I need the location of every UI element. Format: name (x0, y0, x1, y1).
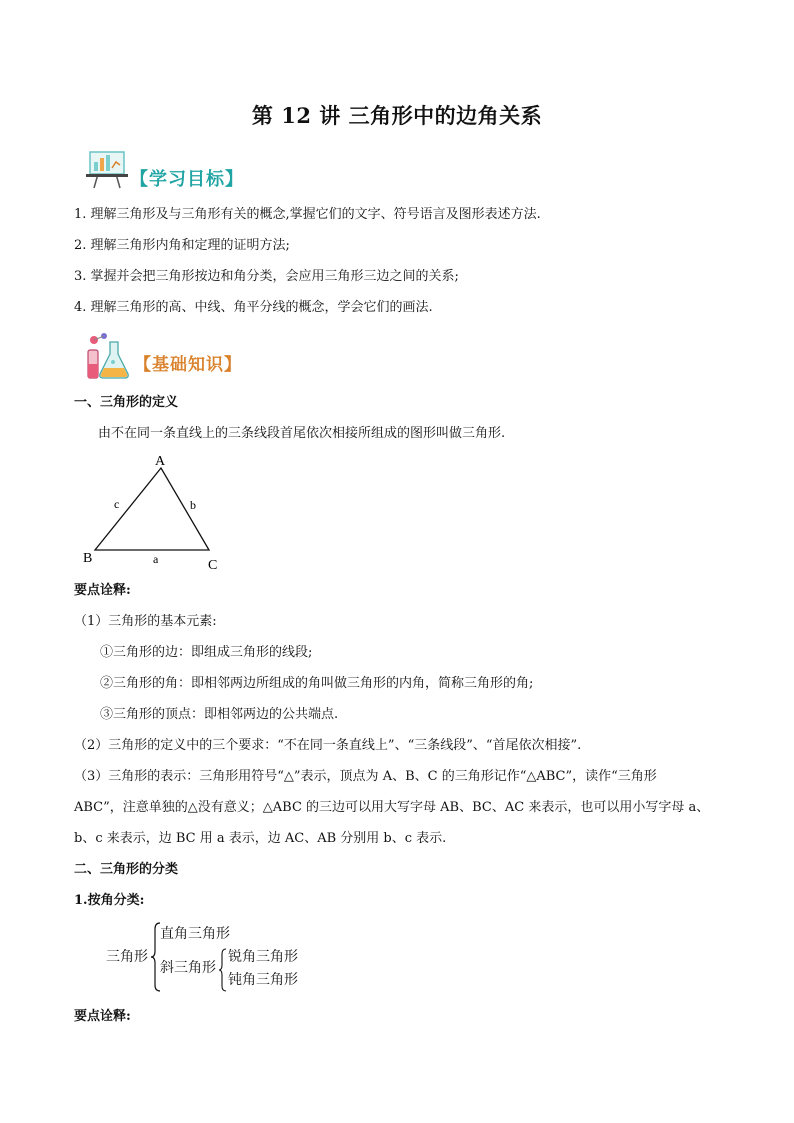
basics-banner: 【基础知识】 (134, 355, 242, 375)
notes-heading: 要点诠释: (74, 1009, 131, 1024)
page-title: 第 12 讲 三角形中的边角关系 (251, 103, 543, 128)
class-root: 三角形 (106, 949, 148, 965)
vertex-c-label: C (208, 558, 218, 573)
note-line: ①三角形的边：即组成三角形的线段; (100, 645, 313, 660)
side-c-label: c (114, 497, 120, 511)
class-acute: 锐角三角形 (228, 949, 298, 965)
presentation-board-icon (84, 148, 132, 190)
goal-item: 1. 理解三角形及与三角形有关的概念,掌握它们的文字、符号语言及图形表述方法. (74, 207, 541, 222)
note-line: （3）三角形的表示：三角形用符号“△”表示，顶点为 A、B、C 的三角形记作“△ABC”，读作“三角形 (74, 769, 657, 784)
goals-banner: 【学习目标】 (130, 169, 244, 190)
note-line: b、c 来表示，边 BC 用 a 表示，边 AC、AB 分别用 b、c 表示. (74, 831, 447, 846)
class-right: 直角三角形 (160, 926, 230, 942)
note-line: （2）三角形的定义中的三个要求：“不在同一条直线上”、“三条线段”、“首尾依次相接”. (74, 738, 582, 753)
triangle-figure (74, 448, 234, 576)
side-b-label: b (190, 498, 196, 512)
inner-brace-icon (218, 948, 228, 992)
classification-diagram (100, 920, 320, 996)
vertex-a-label: A (155, 454, 166, 469)
note-line: ③三角形的顶点：即相邻两边的公共端点. (100, 707, 339, 722)
notes-heading: 要点诠释: (74, 583, 131, 598)
definition-text: 由不在同一条直线上的三条线段首尾依次相接所组成的图形叫做三角形. (98, 426, 506, 441)
class-oblique: 斜三角形 (160, 960, 216, 976)
goal-item: 2. 理解三角形内角和定理的证明方法; (74, 238, 290, 253)
section-heading: 一、三角形的定义 (74, 395, 179, 410)
note-line: （1）三角形的基本元素: (74, 614, 217, 629)
class-obtuse: 钝角三角形 (228, 972, 298, 988)
section-heading: 二、三角形的分类 (74, 862, 179, 877)
goal-item: 3. 掌握并会把三角形按边和角分类，会应用三角形三边之间的关系; (74, 269, 459, 284)
note-line: ②三角形的角：即相邻两边所组成的角叫做三角形的内角，简称三角形的角; (100, 676, 534, 691)
goal-item: 4. 理解三角形的高、中线、角平分线的概念，学会它们的画法. (74, 300, 433, 315)
note-line: ABC”，注意单独的△没有意义；△ABC 的三边可以用大写字母 AB、BC、AC 来表示，也可以用小写字母 a、 (74, 800, 710, 815)
vertex-b-label: B (83, 551, 93, 566)
side-a-label: a (153, 552, 159, 566)
sub-heading: 1.按角分类: (74, 893, 145, 908)
flask-icon (84, 332, 138, 382)
